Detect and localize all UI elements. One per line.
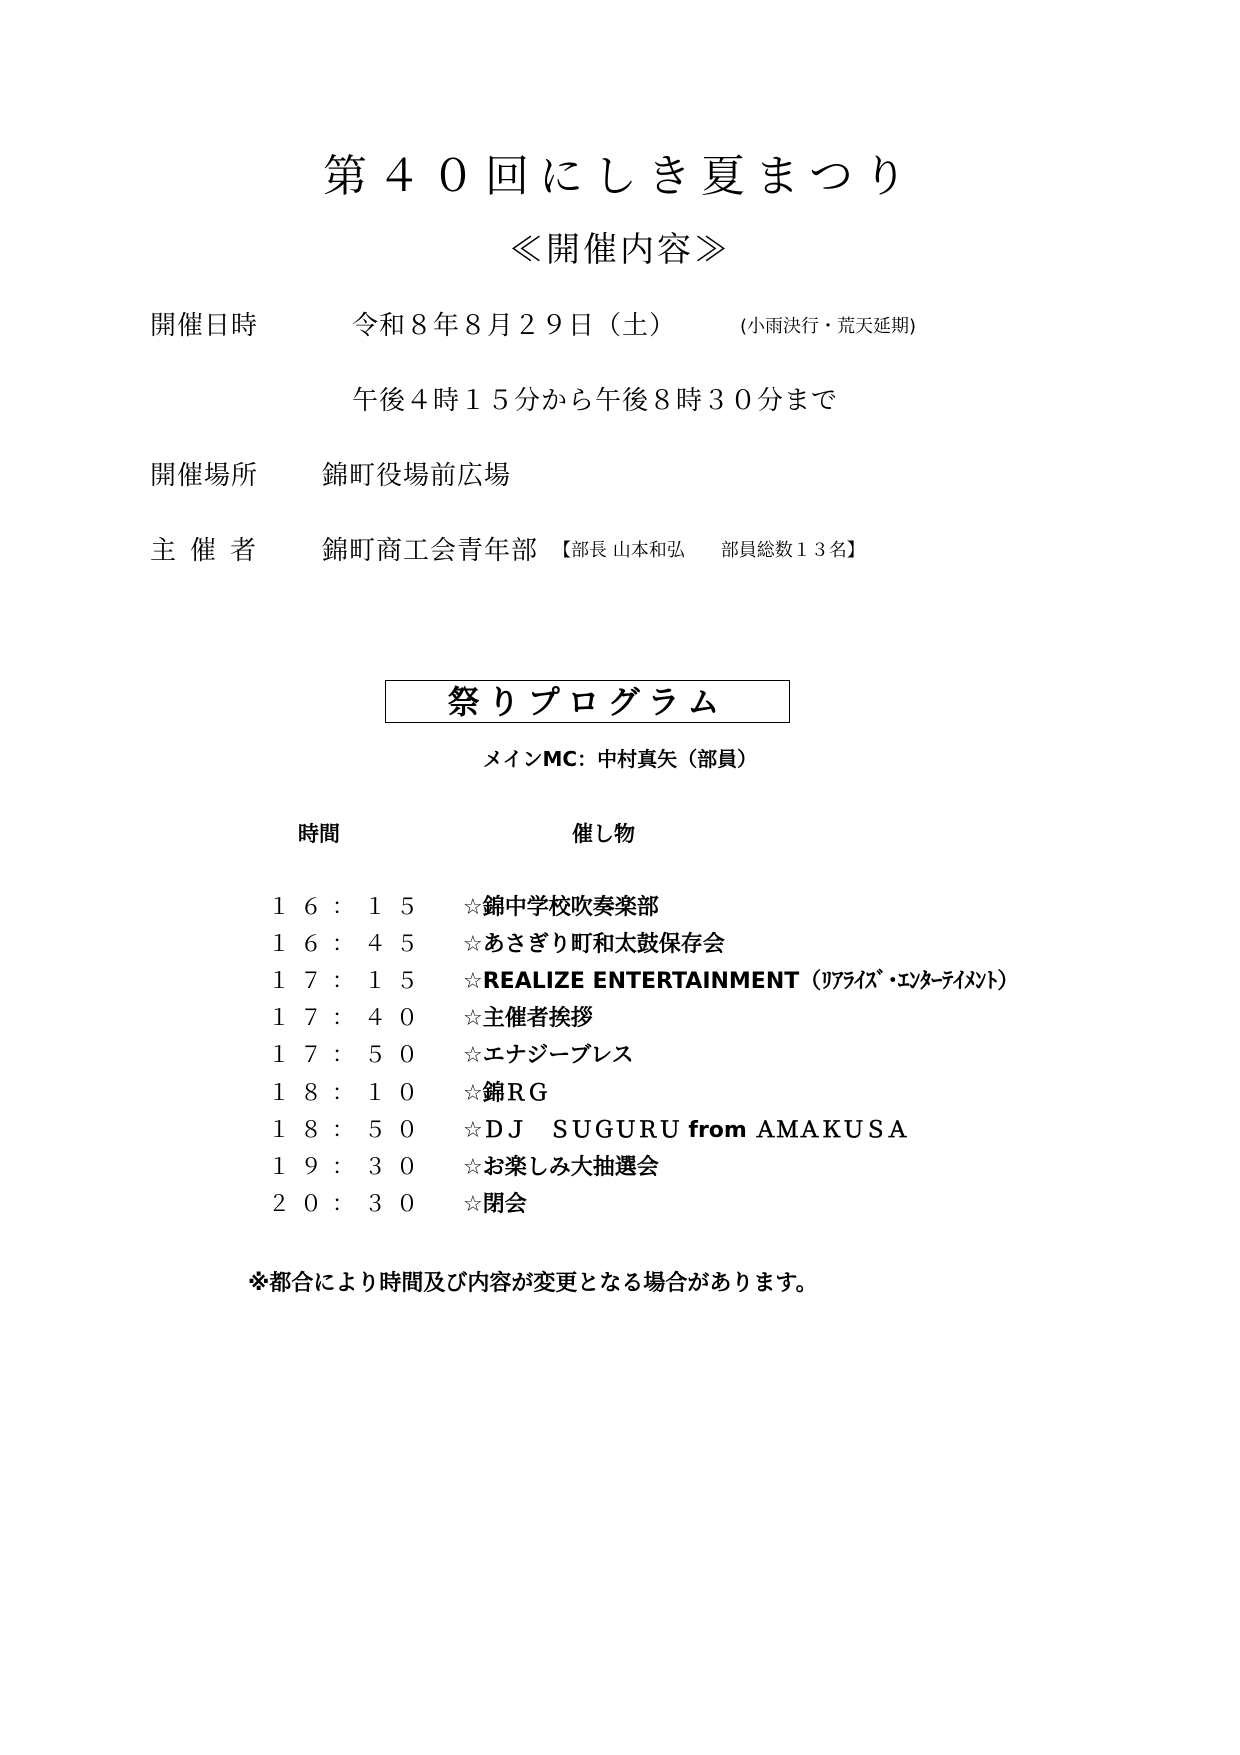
schedule-time: １７：５０	[268, 1043, 429, 1068]
schedule-event: ☆あさぎり町和太鼓保存会	[463, 932, 725, 957]
host-value: 錦町商工会青年部	[322, 536, 539, 566]
schedule-event: ☆ＤＪ ＳＵＧＵＲＵ from ＡＭＡＫＵＳＡ	[463, 1118, 909, 1143]
page-title: 第４０回にしき夏まつり	[323, 151, 917, 202]
schedule-time: ２０：３０	[268, 1192, 429, 1217]
time-value: 午後４時１５分から午後８時３０分まで	[352, 386, 839, 416]
page-subtitle: ≪開催内容≫	[509, 230, 731, 270]
host-note: 【部長 山本和弘 部員総数１３名】	[553, 540, 865, 561]
date-label: 開催日時	[150, 311, 259, 341]
date-note: (小雨決行・荒天延期)	[740, 316, 917, 337]
schedule-time: １６：４５	[268, 932, 429, 957]
column-header-event: 催し物	[572, 822, 635, 846]
program-heading: 祭りプログラム	[385, 680, 790, 723]
schedule-event: ☆錦ＲＧ	[463, 1081, 549, 1106]
schedule-event: ☆主催者挨拶	[463, 1006, 593, 1031]
schedule-time: １７：１５	[268, 969, 429, 994]
date-value: 令和８年８月２９日（土）	[352, 311, 677, 341]
schedule-event: ☆お楽しみ大抽選会	[463, 1155, 659, 1180]
schedule-event: ☆閉会	[463, 1192, 527, 1217]
column-header-time: 時間	[298, 822, 340, 846]
schedule-time: １９：３０	[268, 1155, 429, 1180]
host-label: 主催者	[150, 536, 271, 566]
mc-line: メインMC：中村真矢（部員）	[482, 747, 758, 771]
schedule-time: １６：１５	[268, 895, 429, 920]
notice-text: ※都合により時間及び内容が変更となる場合があります。	[248, 1271, 818, 1296]
schedule-time: １７：４０	[268, 1006, 429, 1031]
schedule-event: ☆エナジーブレス	[463, 1043, 634, 1068]
schedule-time: １８：５０	[268, 1118, 429, 1143]
schedule-time: １８：１０	[268, 1081, 429, 1106]
schedule-event: ☆錦中学校吹奏楽部	[463, 895, 659, 920]
schedule-event: ☆REALIZE ENTERTAINMENT（ﾘｱﾗｲｽﾞ･ｴﾝﾀｰﾃｲﾒﾝﾄ）	[463, 969, 1020, 994]
venue-label: 開催場所	[150, 461, 259, 491]
venue-value: 錦町役場前広場	[322, 461, 512, 491]
